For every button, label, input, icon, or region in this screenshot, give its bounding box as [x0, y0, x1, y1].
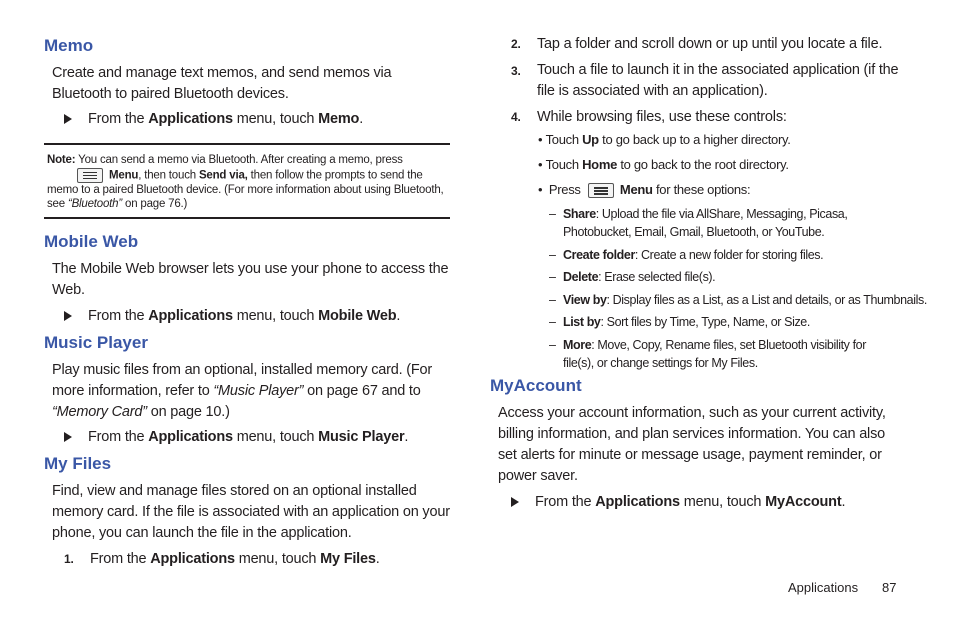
step-bold: Applications — [595, 494, 680, 510]
step-text: Touch a file to launch it in the associated application (if the file is associated with an application). — [537, 62, 899, 99]
bullet-home — [538, 157, 789, 172]
dash-mark: – — [549, 315, 556, 329]
option-bold: More — [563, 338, 592, 352]
option-bold: Share — [563, 207, 596, 221]
my-files-step-4 — [511, 109, 787, 125]
step-bold: Applications — [148, 308, 233, 324]
option-bold: Create folder — [563, 248, 635, 262]
step-text: menu, touch — [234, 551, 321, 567]
menu-key-icon — [77, 168, 103, 183]
option-create-folder — [549, 246, 903, 264]
footer-section: Applications — [788, 580, 859, 595]
bullet-text: to go back to the root directory. — [617, 157, 789, 172]
option-text: : Upload the file via AllShare, Messaging, Picasa, Photobucket, Email, Gmail, Bluetooth, or YouTube. — [563, 207, 848, 239]
step-text: From the — [535, 494, 596, 510]
dash-mark: – — [549, 270, 556, 284]
step-text: menu, touch — [232, 111, 319, 127]
triangle-right-icon — [511, 497, 519, 507]
step-bold: Mobile Web — [318, 308, 397, 324]
step-text: menu, touch — [232, 429, 319, 445]
step-number: 2. — [511, 37, 521, 51]
option-bold: Delete — [563, 270, 599, 284]
music-player-body — [52, 360, 452, 423]
option-list-by — [549, 313, 903, 331]
music-player-heading: Music Player — [44, 333, 148, 352]
bullet-text: to go back up to a higher directory. — [598, 132, 791, 147]
music-player-step — [64, 429, 408, 445]
step-bold: Music Player — [318, 429, 405, 445]
dash-mark: – — [549, 248, 556, 262]
triangle-right-icon — [64, 114, 72, 124]
option-bold: View by — [563, 293, 607, 307]
step-text: . — [404, 429, 409, 445]
dash-mark: – — [549, 293, 556, 307]
step-text: . — [396, 308, 401, 324]
option-bold: List by — [563, 315, 601, 329]
step-text: From the — [88, 111, 149, 127]
triangle-right-icon — [64, 311, 72, 321]
triangle-right-icon — [64, 432, 72, 442]
bullet-text: for these options: — [652, 182, 751, 197]
option-share — [549, 205, 903, 241]
bullet-menu — [538, 182, 750, 198]
dash-mark: – — [549, 207, 556, 221]
body-text: on page 67 and to — [303, 383, 421, 399]
note-text: then follow the prompts to send the memo to a paired Bluetooth device. (For more information about using Bluetooth, see — [47, 169, 444, 211]
bullet-bold: Home — [582, 157, 618, 172]
body-ref: “Music Player” — [213, 383, 304, 399]
step-text: While browsing files, use these controls: — [537, 109, 787, 125]
my-files-heading: My Files — [44, 454, 112, 473]
step-text: From the — [88, 429, 149, 445]
bullet-text: Touch — [545, 157, 583, 172]
body-text: Play music files from an optional, installed memory card. (For more information, refer to — [52, 362, 433, 399]
memo-heading: Memo — [44, 36, 94, 55]
note-bold: Send via, — [198, 169, 248, 182]
step-text: . — [359, 111, 364, 127]
step-number: 1. — [64, 552, 74, 566]
step-bold: Applications — [148, 429, 233, 445]
note-box — [47, 153, 452, 212]
step-number: 4. — [511, 110, 521, 124]
step-bold: MyAccount — [765, 494, 842, 510]
bullet-text: Press — [548, 182, 584, 197]
bullet-bold: Menu — [619, 182, 653, 197]
option-text: : Display files as a List, as a List and details, or as Thumbnails. — [606, 293, 927, 307]
step-text: . — [375, 551, 380, 567]
step-number: 3. — [511, 64, 521, 78]
memo-step — [64, 111, 363, 127]
note-bold: Menu — [109, 169, 139, 182]
body-ref: “Memory Card” — [52, 404, 147, 420]
note-ref: “Bluetooth” — [67, 198, 122, 211]
option-text: : Sort files by Time, Type, Name, or Size. — [600, 315, 810, 329]
myaccount-heading: MyAccount — [490, 376, 582, 395]
memo-body: Create and manage text memos, and send memos via Bluetooth to paired Bluetooth devices. — [52, 65, 392, 102]
step-text: Tap a folder and scroll down or up until you locate a file. — [537, 36, 883, 52]
step-bold: Applications — [148, 111, 233, 127]
option-text: : Move, Copy, Rename files, set Bluetooth visibility for file(s), or change settings for My Files. — [563, 338, 866, 370]
bullet-dot: • — [538, 132, 546, 147]
step-bold: Applications — [150, 551, 235, 567]
note-label: Note: — [47, 154, 76, 166]
mobile-web-body: The Mobile Web browser lets you use your phone to access the Web. — [52, 261, 449, 298]
note-text: on page 76.) — [122, 198, 188, 211]
step-text: From the — [90, 551, 151, 567]
body-text: on page 10.) — [146, 404, 230, 420]
step-bold: My Files — [320, 551, 376, 567]
bullet-bold: Up — [582, 132, 599, 147]
mobile-web-heading: Mobile Web — [44, 232, 139, 251]
page-number: 87 — [882, 580, 897, 595]
bullet-up — [538, 132, 791, 147]
myaccount-body: Access your account information, such as your current activity, billing information, and plan services information. You can also set alerts for minute or message usage, payment reminder, or power saver. — [498, 405, 886, 484]
my-files-body: Find, view and manage files stored on an optional installed memory card. If the file is associated with an application on your phone, you can launch the file in the application. — [52, 483, 450, 541]
my-files-step-2 — [511, 36, 882, 52]
option-text: : Create a new folder for storing files. — [634, 248, 824, 262]
my-files-step-1 — [64, 551, 380, 567]
my-files-step-3 — [511, 60, 911, 102]
step-bold: Memo — [318, 111, 360, 127]
dash-mark: – — [549, 338, 556, 352]
step-text: menu, touch — [679, 494, 766, 510]
note-text: , then touch — [138, 169, 199, 182]
bullet-dot: • — [538, 157, 546, 172]
myaccount-step — [511, 494, 845, 510]
mobile-web-step — [64, 308, 400, 324]
note-top-rule — [44, 143, 450, 145]
bullet-text: Touch — [545, 132, 583, 147]
option-more — [549, 336, 898, 372]
note-text: You can send a memo via Bluetooth. After creating a memo, press — [75, 154, 403, 166]
step-text: menu, touch — [232, 308, 319, 324]
step-text: From the — [88, 308, 149, 324]
option-delete — [549, 268, 903, 286]
step-text: . — [841, 494, 846, 510]
note-bottom-rule — [44, 217, 450, 219]
menu-key-icon — [588, 183, 614, 198]
bullet-dot: • — [538, 182, 549, 197]
option-text: : Erase selected file(s). — [598, 270, 716, 284]
option-view-by — [549, 291, 927, 309]
